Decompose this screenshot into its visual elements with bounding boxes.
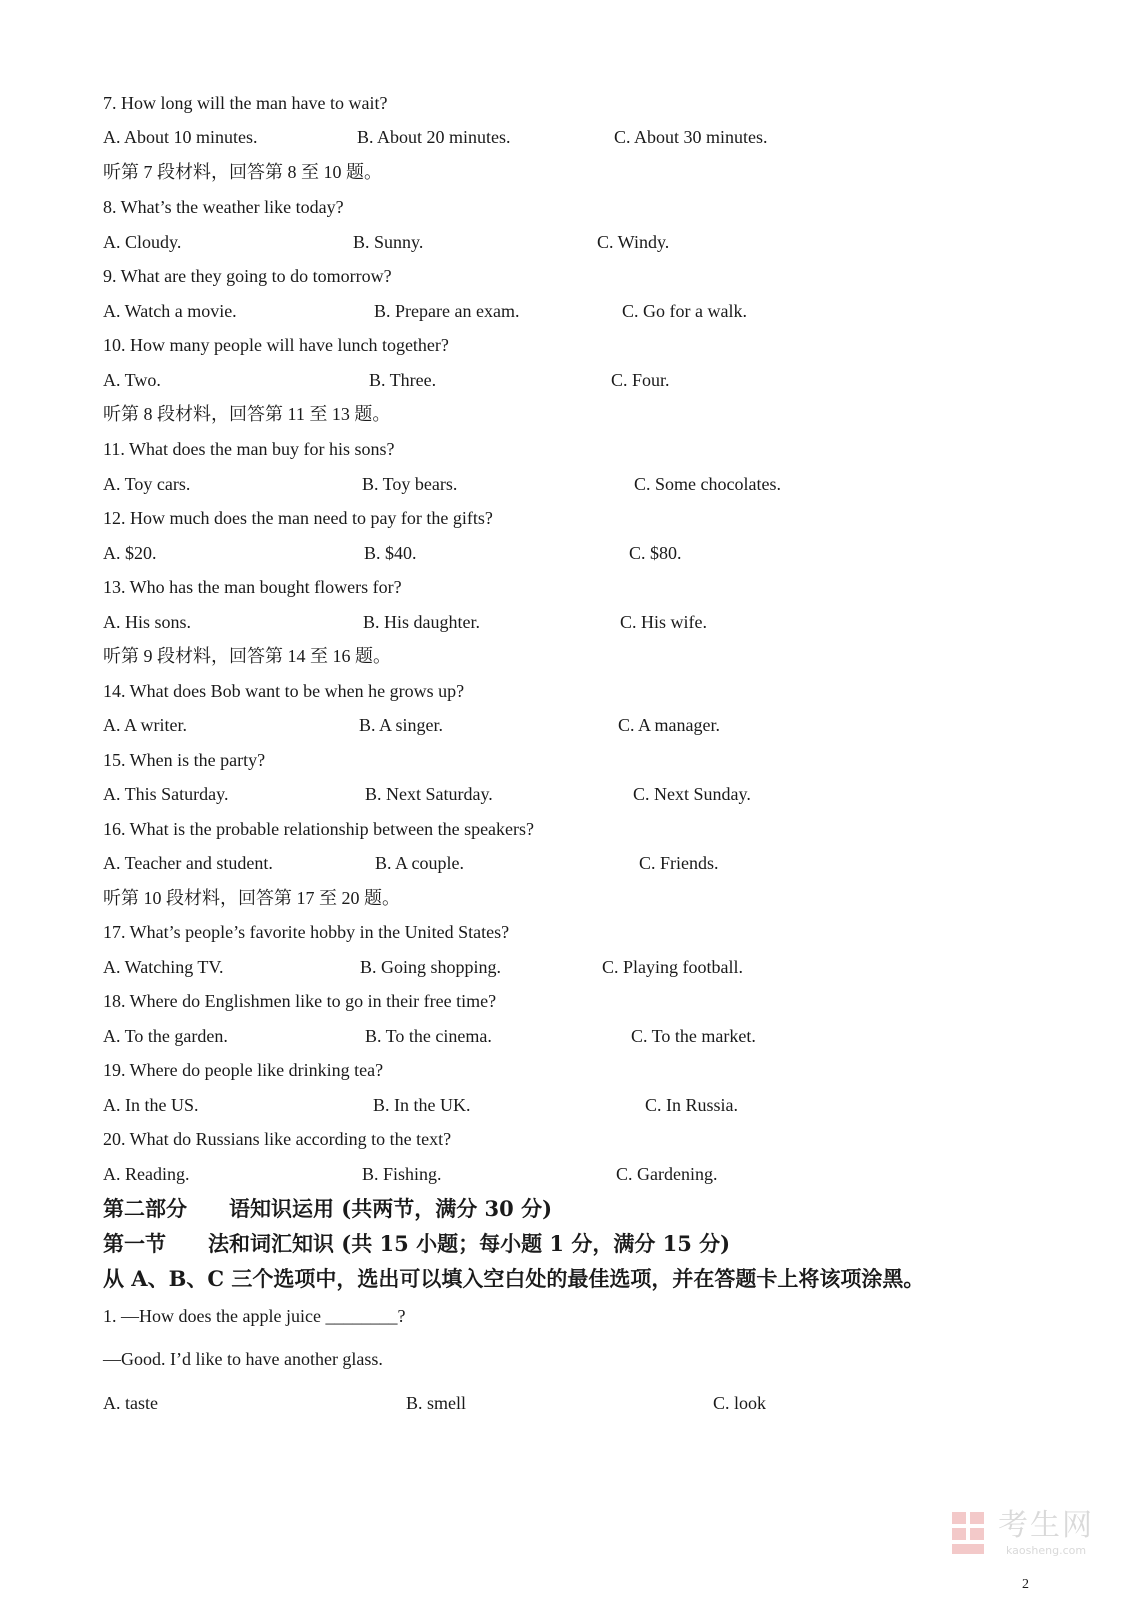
option-a: A. Watch a movie. [103, 301, 237, 321]
section-title: 第一节 [103, 1231, 166, 1256]
question-text: 18. Where do Englishmen like to go in their free time? [103, 991, 497, 1011]
watermark-url: kaosheng.com [1006, 1544, 1087, 1557]
option-a: A. taste [103, 1393, 158, 1413]
option-c: C. Friends. [639, 853, 719, 873]
watermark [950, 1508, 1110, 1568]
option-b: B. Toy bears. [362, 474, 458, 494]
option-c: C. Some chocolates. [634, 474, 781, 494]
page-number: 2 [1022, 1577, 1029, 1592]
option-a: A. In the US. [103, 1095, 199, 1115]
instruction: 从 A、B、C 三个选项中，选出可以填入空白处的最佳选项，并在答题卡上将该项涂黑。 [103, 1266, 925, 1291]
option-b: B. In the UK. [373, 1095, 471, 1115]
section-title-rest: 法和词汇知识 (共 15 小题；每小题 1 分，满分 15 分) [208, 1231, 731, 1256]
option-b: B. Prepare an exam. [374, 301, 520, 321]
section-note: 听第 7 段材料，回答第 8 至 10 题。 [103, 162, 382, 182]
question-text: 16. What is the probable relationship between the speakers? [103, 819, 535, 839]
option-c: C. look [713, 1393, 767, 1413]
option-b: B. smell [406, 1393, 467, 1413]
option-a: A. Two. [103, 370, 161, 390]
option-b: B. Going shopping. [360, 957, 502, 977]
question-text: 13. Who has the man bought flowers for? [103, 577, 402, 597]
option-c: C. Playing football. [602, 957, 743, 977]
option-a: A. To the garden. [103, 1026, 228, 1046]
option-a: A. A writer. [103, 715, 187, 735]
option-c: C. Next Sunday. [633, 784, 751, 804]
option-a: A. Teacher and student. [103, 853, 273, 873]
option-a: A. $20. [103, 543, 157, 563]
question-text: 11. What does the man buy for his sons? [103, 439, 395, 459]
option-b: B. Sunny. [353, 232, 424, 252]
option-b: B. His daughter. [363, 612, 480, 632]
option-c: C. Windy. [597, 232, 670, 252]
question-text: 20. What do Russians like according to the text? [103, 1129, 452, 1149]
option-a: A. Toy cars. [103, 474, 191, 494]
question-text: 8. What’s the weather like today? [103, 197, 344, 217]
question-reply: —Good. I’d like to have another glass. [103, 1349, 383, 1369]
section-note: 听第 8 段材料，回答第 11 至 13 题。 [103, 404, 391, 424]
option-a: A. Watching TV. [103, 957, 224, 977]
option-b: B. About 20 minutes. [357, 127, 511, 147]
option-b: B. Fishing. [362, 1164, 442, 1184]
question-text: 9. What are they going to do tomorrow? [103, 266, 392, 286]
option-a: A. Reading. [103, 1164, 190, 1184]
option-c: C. Four. [611, 370, 670, 390]
option-b: B. $40. [364, 543, 417, 563]
option-b: B. To the cinema. [365, 1026, 492, 1046]
question-text: 14. What does Bob want to be when he grows up? [103, 681, 465, 701]
option-a: A. This Saturday. [103, 784, 229, 804]
option-c: C. To the market. [631, 1026, 756, 1046]
question-text: 17. What’s people’s favorite hobby in the United States? [103, 922, 510, 942]
option-c: C. In Russia. [645, 1095, 739, 1115]
section-note: 听第 9 段材料，回答第 14 至 16 题。 [103, 646, 391, 666]
option-a: A. Cloudy. [103, 232, 182, 252]
watermark-logo-icon [950, 1508, 990, 1558]
option-c: C. Gardening. [616, 1164, 718, 1184]
option-c: C. A manager. [618, 715, 720, 735]
question-text: 12. How much does the man need to pay for the gifts? [103, 508, 493, 528]
option-c: C. Go for a walk. [622, 301, 747, 321]
question-text: 10. How many people will have lunch together? [103, 335, 449, 355]
section-note: 听第 10 段材料，回答第 17 至 20 题。 [103, 888, 400, 908]
part-heading [103, 1196, 552, 1222]
part-title: 第二部分 [103, 1196, 187, 1221]
option-b: B. A singer. [359, 715, 444, 735]
option-a: A. His sons. [103, 612, 192, 632]
option-c: C. His wife. [620, 612, 707, 632]
option-b: B. Next Saturday. [365, 784, 493, 804]
question-text: 15. When is the party? [103, 750, 266, 770]
option-c: C. $80. [629, 543, 682, 563]
option-b: B. Three. [369, 370, 437, 390]
section-heading [103, 1231, 730, 1257]
watermark-text: 考生网 [998, 1508, 1094, 1543]
question-text: 19. Where do people like drinking tea? [103, 1060, 384, 1080]
question-text: 7. How long will the man have to wait? [103, 93, 388, 113]
option-b: B. A couple. [375, 853, 464, 873]
option-a: A. About 10 minutes. [103, 127, 258, 147]
question-stem: 1. —How does the apple juice ________? [103, 1306, 406, 1326]
option-c: C. About 30 minutes. [614, 127, 768, 147]
part-title-rest: 语知识运用 (共两节，满分 30 分) [229, 1196, 553, 1221]
